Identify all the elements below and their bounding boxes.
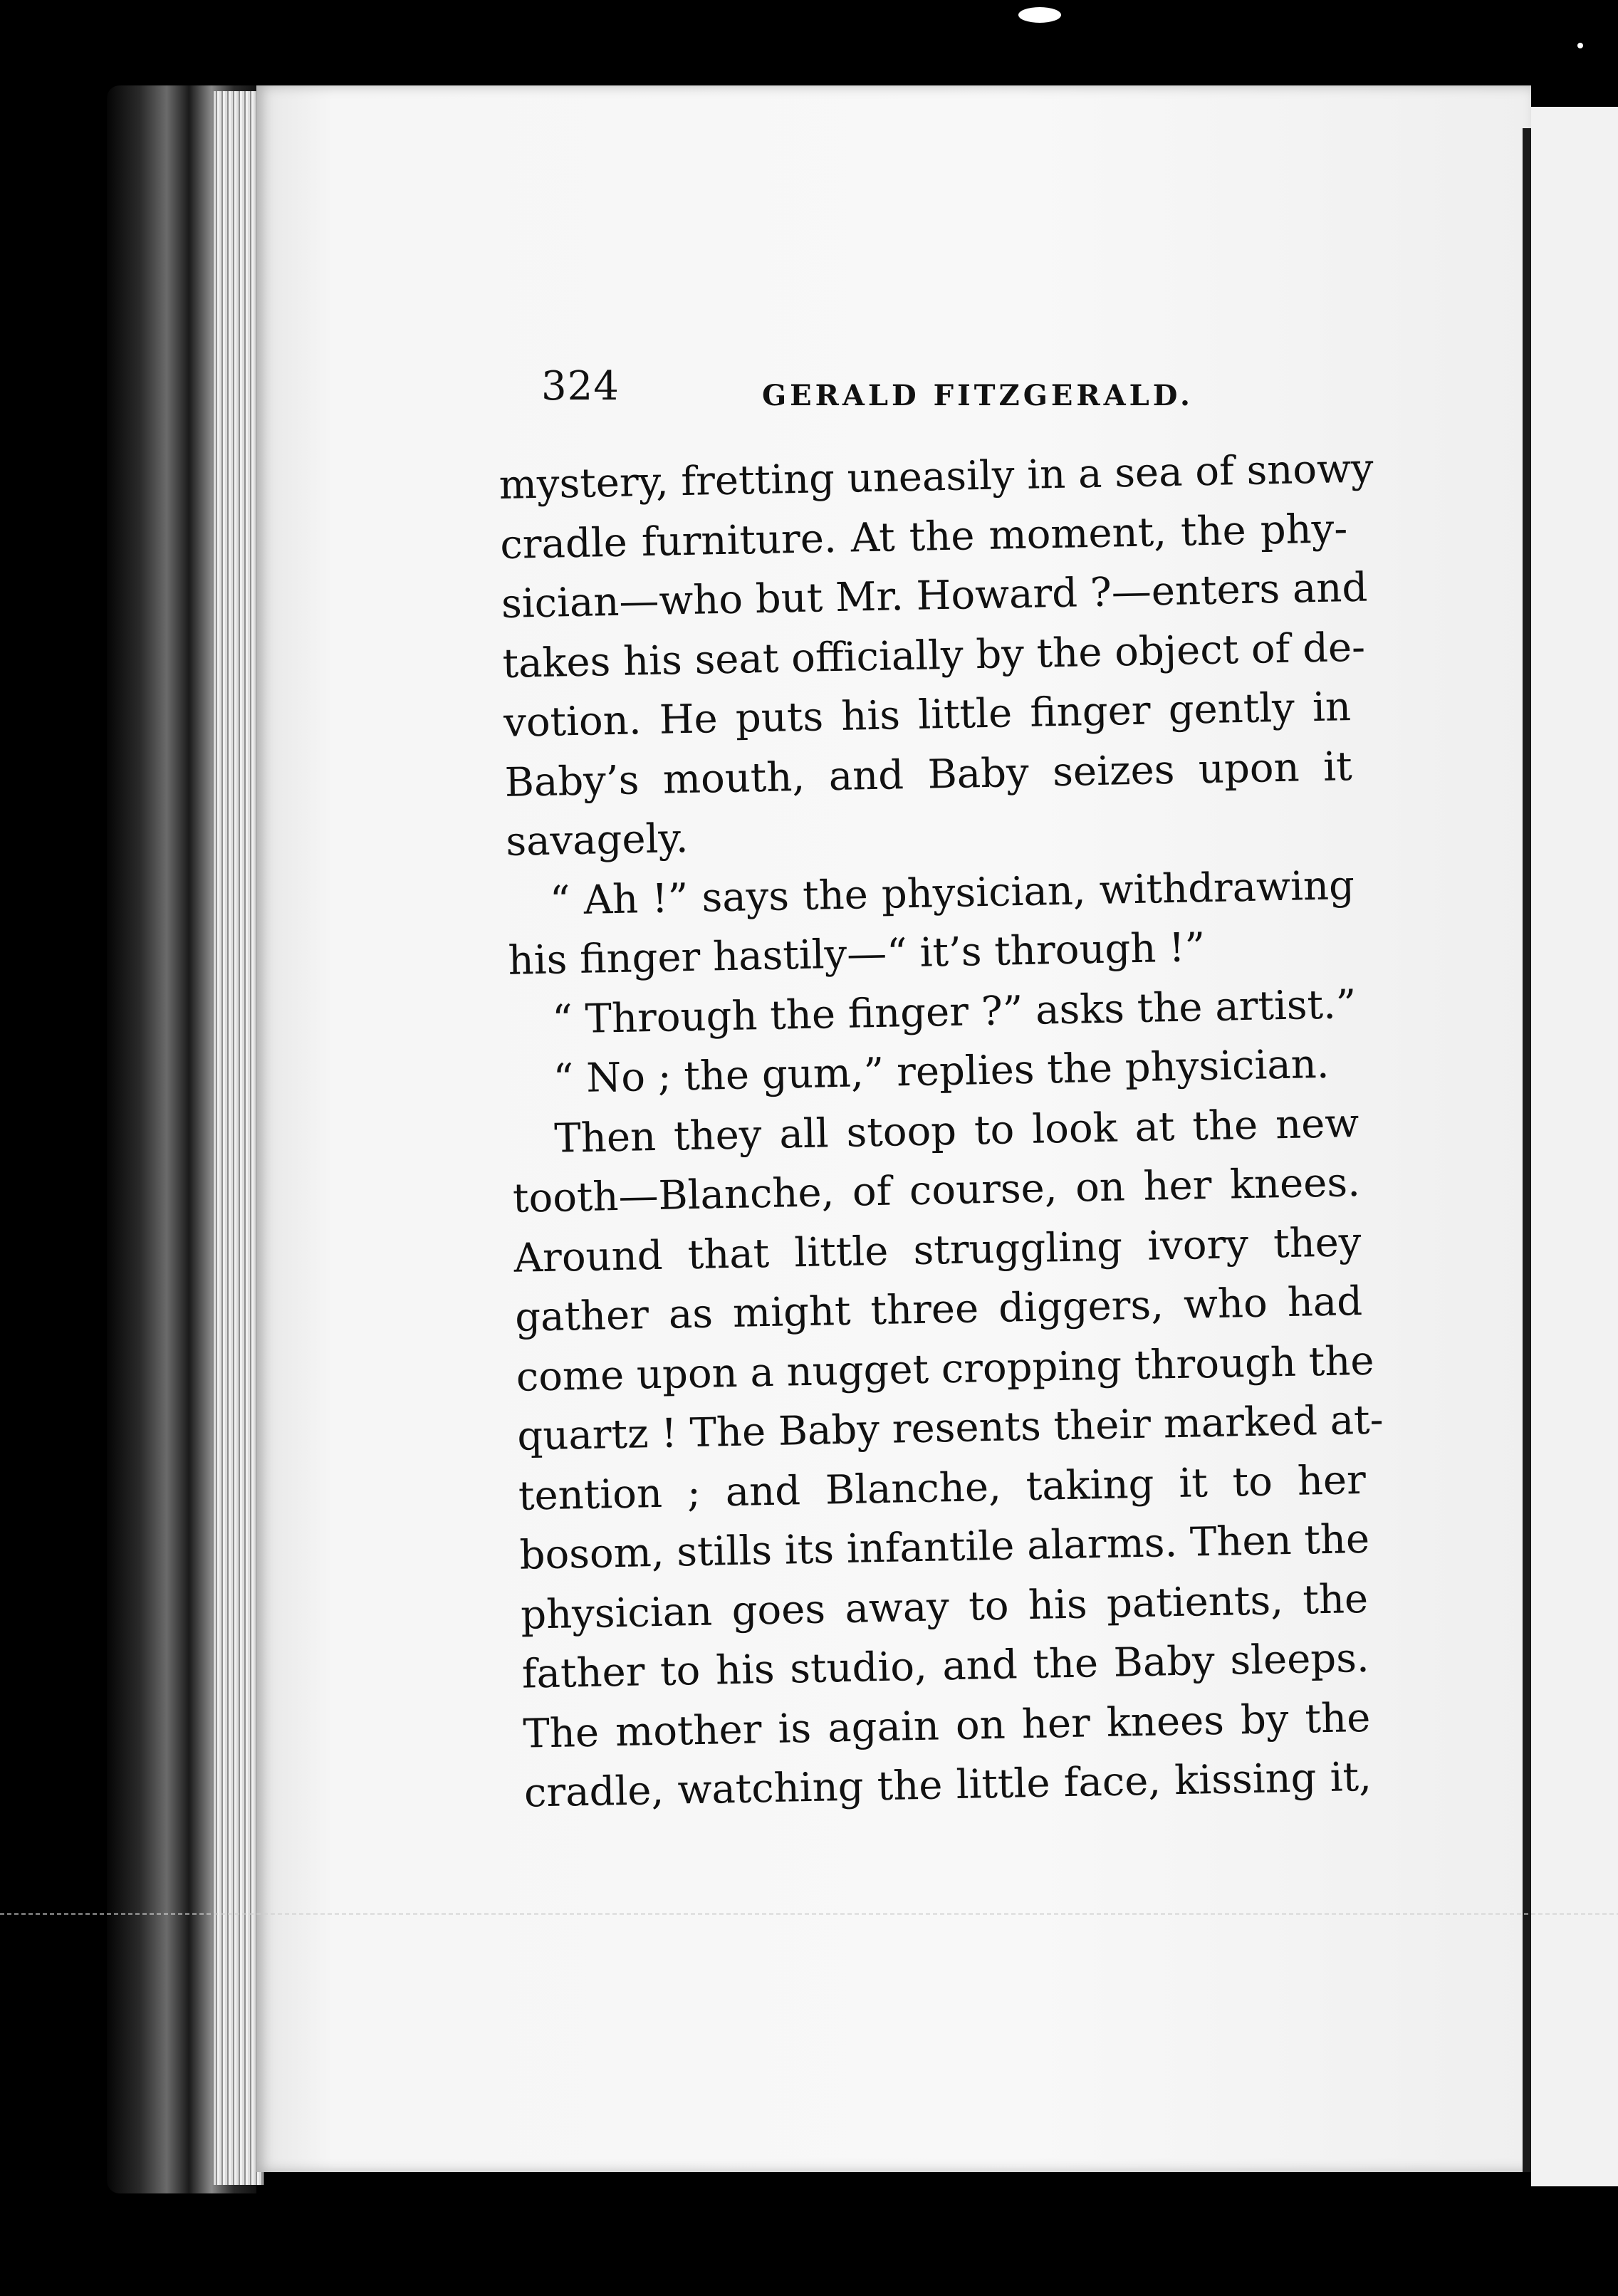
running-head bbox=[541, 363, 1396, 420]
text-line: “ Through the finger ?” asks the artist.” bbox=[551, 981, 1357, 1043]
scan-speck bbox=[1018, 7, 1061, 23]
scan-speck bbox=[1577, 43, 1583, 48]
text-line: gather as might three diggers, who had bbox=[514, 1278, 1363, 1341]
text-line: come upon a nugget cropping through the bbox=[516, 1337, 1375, 1401]
text-line: votion. He puts his little finger gently in bbox=[503, 684, 1352, 746]
text-line: bosom, stills its infantile alarms. Then the bbox=[519, 1515, 1370, 1579]
text-line: cradle, watching the little face, kissing it, bbox=[523, 1753, 1372, 1817]
text-line: sician—who but Mr. Howard ?—enters and bbox=[501, 564, 1368, 627]
text-line: physician goes away to his patients, the bbox=[520, 1575, 1369, 1639]
book-title: GERALD FITZGERALD. bbox=[762, 379, 1194, 412]
text-line: Around that little struggling ivory they bbox=[513, 1219, 1362, 1282]
page-gutter bbox=[1523, 128, 1531, 2172]
text-line: savagely. bbox=[505, 815, 689, 865]
text-line: quartz ! The Baby resents their marked at- bbox=[516, 1397, 1384, 1460]
text-line: “ No ; the gum,” replies the physician. bbox=[553, 1040, 1330, 1102]
text-line: tention ; and Blanche, taking it to her bbox=[518, 1456, 1367, 1520]
text-line: cradle furniture. At the moment, the phy- bbox=[499, 505, 1348, 568]
text-line: takes his seat officially by the object of de- bbox=[501, 624, 1366, 687]
scan-artifact-line bbox=[0, 1913, 1618, 1915]
text-line: “ Ah !” says the physician, withdrawing bbox=[549, 862, 1355, 924]
text-line: tooth—Blanche, of course, on her knees. bbox=[512, 1159, 1361, 1222]
text-line: his finger hastily—“ it’s through !” bbox=[507, 924, 1206, 984]
text-line: Then they all stoop to look at the new bbox=[553, 1100, 1359, 1162]
text-line: The mother is again on her knees by the bbox=[522, 1694, 1371, 1758]
adjacent-page bbox=[1531, 107, 1618, 2186]
text-line: mystery, fretting uneasily in a sea of snowy bbox=[499, 445, 1374, 508]
page-number: 324 bbox=[541, 363, 620, 409]
body-text bbox=[499, 439, 1384, 1823]
text-line: Baby’s mouth, and Baby seizes upon it bbox=[504, 743, 1353, 806]
text-line: father to his studio, and the Baby sleeps. bbox=[521, 1634, 1370, 1698]
